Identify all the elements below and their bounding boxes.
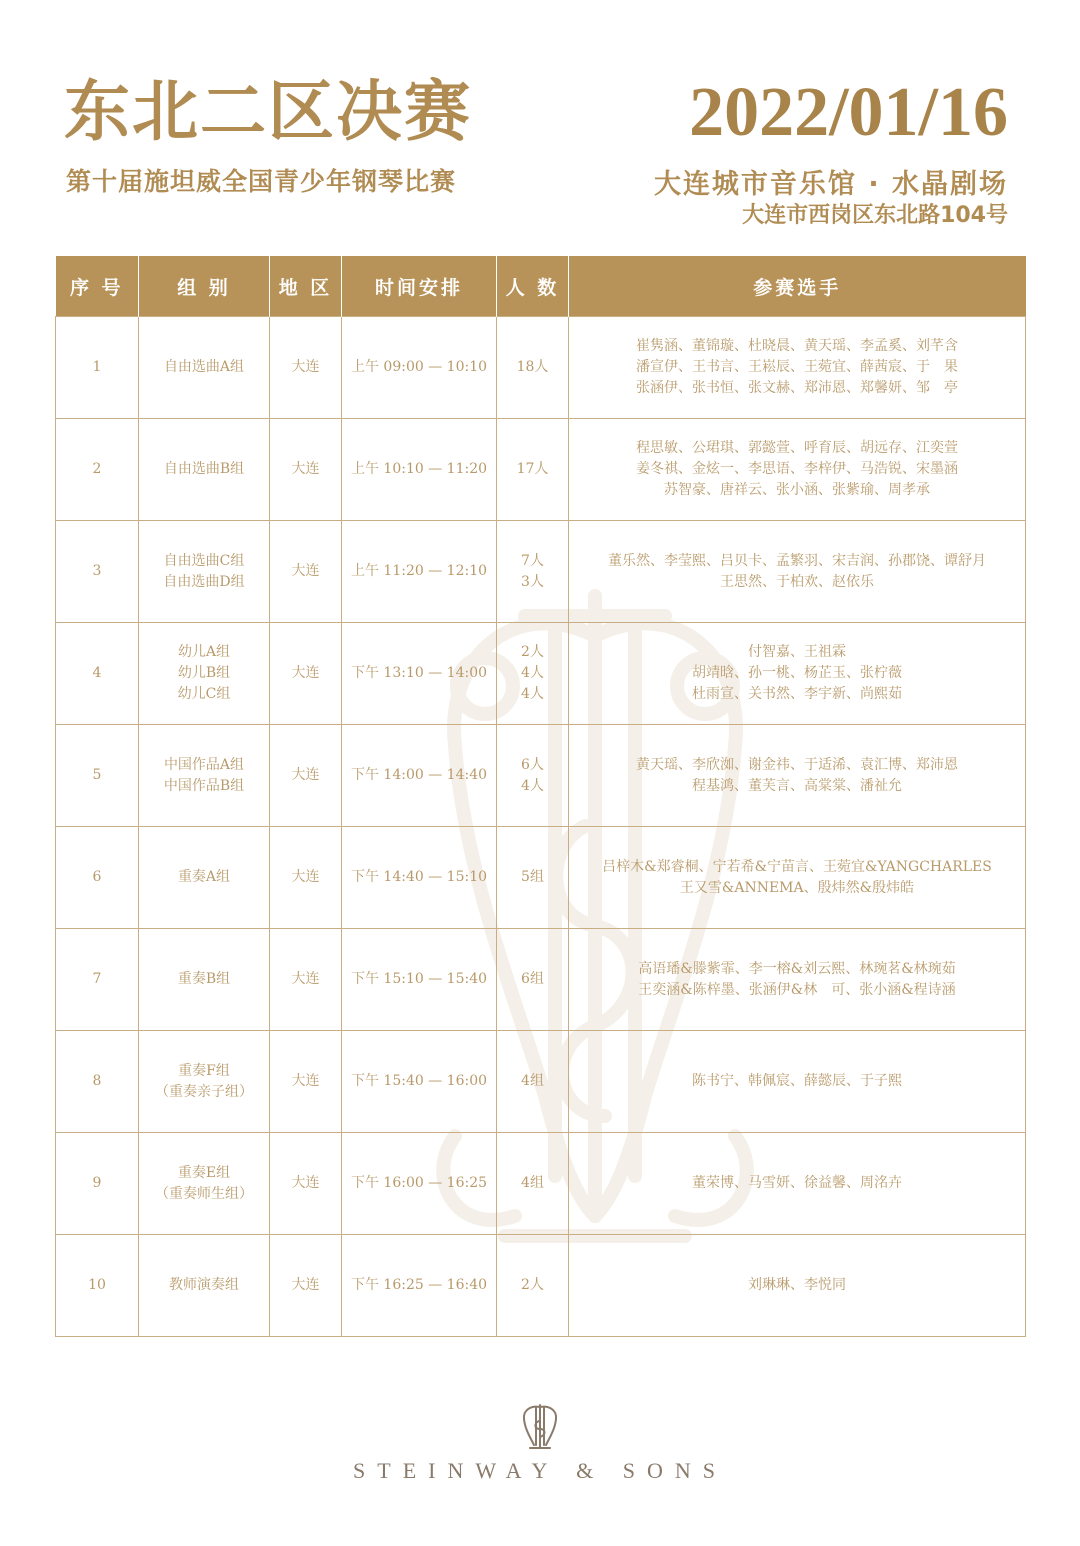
event-title: 东北二区决赛 <box>64 72 472 150</box>
cell-time <box>342 929 497 1031</box>
cell-group-line: 中国作品B组 <box>163 777 245 794</box>
cell-count <box>497 1235 569 1337</box>
table-row <box>56 623 1026 725</box>
cell-time <box>342 521 497 623</box>
cell-players-line: 黄天瑶、李欣洳、谢金祎、于适浠、袁汇博、郑沛恩 <box>636 756 958 773</box>
cell-region-line: 大连 <box>291 563 320 579</box>
cell-count-line: 3人 <box>521 573 544 590</box>
cell-count-line: 17人 <box>516 461 549 477</box>
cell-count <box>497 317 569 419</box>
cell-region-line: 大连 <box>291 1175 320 1191</box>
cell-group <box>139 419 270 521</box>
cell-players <box>569 929 1026 1031</box>
cell-group-line: 幼儿B组 <box>177 665 231 681</box>
cell-players-line: 胡靖晗、孙一桃、杨芷玉、张柠薇 <box>692 665 902 681</box>
cell-count-line: 4组 <box>521 1175 544 1191</box>
table-row <box>56 929 1026 1031</box>
cell-count <box>497 725 569 827</box>
cell-group-line: 重奏B组 <box>177 971 231 987</box>
cell-time <box>342 1133 497 1235</box>
cell-time-line: 上午 10:10 — 11:20 <box>350 461 488 477</box>
cell-players-line: 高语璠&滕紫霏、李一榕&刘云熙、林琬茗&林琬茹 <box>638 960 956 977</box>
cell-time-line: 下午 16:25 — 16:40 <box>350 1277 488 1293</box>
cell-group-line: 自由选曲B组 <box>163 461 245 477</box>
cell-players-line: 付智嘉、王祖霖 <box>748 644 846 660</box>
cell-count <box>497 419 569 521</box>
cell-time-line: 下午 15:10 — 15:40 <box>350 971 488 987</box>
cell-time <box>342 317 497 419</box>
table-row <box>56 827 1026 929</box>
cell-no <box>56 623 139 725</box>
cell-group <box>139 827 270 929</box>
cell-time-line: 上午 09:00 — 10:10 <box>350 359 488 375</box>
cell-group <box>139 521 270 623</box>
cell-players <box>569 725 1026 827</box>
cell-time-line: 下午 16:00 — 16:25 <box>350 1175 488 1191</box>
cell-region-line: 大连 <box>291 1073 320 1089</box>
cell-time-line: 下午 14:00 — 14:40 <box>350 767 488 783</box>
event-subtitle: 第十届施坦威全国青少年钢琴比赛 <box>66 167 457 196</box>
cell-no-line: 5 <box>92 767 102 783</box>
cell-players-line: 刘琳琳、李悦同 <box>748 1277 846 1293</box>
cell-count <box>497 1133 569 1235</box>
cell-no-line: 9 <box>92 1175 102 1191</box>
cell-region <box>270 929 342 1031</box>
table-body <box>56 317 1026 1337</box>
cell-players-line: 王奕涵&陈梓墨、张涵伊&林 可、张小涵&程诗涵 <box>638 981 956 998</box>
table-row <box>56 1133 1026 1235</box>
cell-count-line: 2人 <box>521 1277 544 1293</box>
table-row <box>56 725 1026 827</box>
cell-group-line: （重奏师生组） <box>155 1185 253 1202</box>
cell-players-line: 崔隽涵、董锦璇、杜晓晨、黄天瑶、李孟奚、刘芊含 <box>636 338 958 354</box>
cell-group-line: 中国作品A组 <box>163 756 245 773</box>
column-header-count: 人 数 <box>497 256 569 317</box>
cell-no-line: 8 <box>92 1073 102 1089</box>
cell-players-line: 苏智豪、唐祥云、张小涵、张紫瑜、周孝承 <box>664 482 930 498</box>
event-venue: 大连城市音乐馆 · 水晶剧场 <box>653 169 1008 200</box>
cell-region <box>270 623 342 725</box>
cell-players-line: 程基鸿、董芙言、高棠棠、潘祉允 <box>692 777 902 794</box>
cell-players-line: 王思然、于柏欢、赵依乐 <box>720 573 874 590</box>
cell-group <box>139 1235 270 1337</box>
cell-no-line: 2 <box>92 461 102 477</box>
cell-count <box>497 929 569 1031</box>
cell-region <box>270 1031 342 1133</box>
cell-players-line: 程思敏、公珺琪、郭懿萱、呼育辰、胡远存、江奕萱 <box>636 440 958 456</box>
cell-players-line: 潘宣伊、王书言、王崧辰、王菀宜、薛茜宸、于 果 <box>636 359 958 375</box>
cell-players-line: 张涵伊、张书恒、张文赫、郑沛恩、郑馨妍、邹 亭 <box>636 380 958 396</box>
cell-group-line: 重奏A组 <box>177 869 231 885</box>
cell-time <box>342 725 497 827</box>
column-header-group: 组 别 <box>139 256 270 317</box>
table-row <box>56 419 1026 521</box>
cell-time <box>342 623 497 725</box>
cell-players <box>569 1235 1026 1337</box>
cell-count <box>497 623 569 725</box>
column-header-region: 地 区 <box>270 256 342 317</box>
cell-count-line: 5组 <box>521 869 544 885</box>
cell-time <box>342 1235 497 1337</box>
table-row <box>56 1031 1026 1133</box>
cell-count-line: 18人 <box>516 359 549 375</box>
cell-region <box>270 419 342 521</box>
cell-no <box>56 1235 139 1337</box>
cell-no <box>56 827 139 929</box>
cell-players-line: 姜冬祺、金炫一、李思语、李梓伊、马浩锐、宋墨涵 <box>636 461 958 477</box>
event-address: 大连市西岗区东北路104号 <box>742 203 1008 228</box>
cell-region-line: 大连 <box>291 971 320 987</box>
cell-group-line: 自由选曲D组 <box>163 573 245 590</box>
cell-count <box>497 1031 569 1133</box>
cell-players <box>569 1133 1026 1235</box>
cell-players-line: 王又雪&ANNEMA、殷炜然&殷炜皓 <box>679 879 915 896</box>
column-header-time: 时间安排 <box>342 256 497 317</box>
table-header-row <box>56 256 1026 317</box>
cell-region <box>270 521 342 623</box>
cell-time-line: 上午 11:20 — 12:10 <box>350 563 488 579</box>
cell-region-line: 大连 <box>291 665 320 681</box>
cell-players-line: 杜雨宣、关书然、李宇新、尚熙茹 <box>692 686 902 702</box>
cell-players <box>569 827 1026 929</box>
cell-time <box>342 1031 497 1133</box>
cell-players <box>569 419 1026 521</box>
cell-group-line: 重奏E组 <box>177 1164 231 1181</box>
cell-region-line: 大连 <box>291 869 320 885</box>
cell-players <box>569 317 1026 419</box>
cell-count <box>497 827 569 929</box>
cell-group-line: （重奏亲子组） <box>155 1083 253 1100</box>
cell-group-line: 教师演奏组 <box>169 1277 239 1293</box>
cell-no <box>56 929 139 1031</box>
cell-no <box>56 725 139 827</box>
cell-region <box>270 1133 342 1235</box>
cell-players-line: 陈书宁、韩佩宸、薛懿辰、于子熙 <box>692 1073 902 1089</box>
cell-time-line: 下午 13:10 — 14:00 <box>350 665 488 681</box>
brand-wordmark: STEINWAY & SONS <box>353 1458 727 1483</box>
cell-players-line: 董乐然、李莹熙、吕贝卡、孟繁羽、宋吉润、孙郡饶、谭舒月 <box>608 552 986 569</box>
cell-no-line: 1 <box>92 359 102 375</box>
cell-count-line: 6人 <box>521 756 544 773</box>
cell-group-line: 自由选曲C组 <box>163 552 245 569</box>
cell-group <box>139 1031 270 1133</box>
cell-group <box>139 317 270 419</box>
cell-players <box>569 1031 1026 1133</box>
cell-group <box>139 725 270 827</box>
cell-count-line: 4人 <box>521 665 544 681</box>
cell-region <box>270 317 342 419</box>
cell-group <box>139 1133 270 1235</box>
event-date: 2022/01/16 <box>689 74 1008 151</box>
cell-count-line: 7人 <box>521 552 544 569</box>
cell-group-line: 幼儿A组 <box>177 644 231 660</box>
cell-no-line: 3 <box>92 563 102 579</box>
cell-time <box>342 827 497 929</box>
table-row <box>56 1235 1026 1337</box>
cell-time <box>342 419 497 521</box>
cell-region <box>270 725 342 827</box>
cell-no-line: 7 <box>92 971 102 987</box>
cell-players <box>569 521 1026 623</box>
cell-no <box>56 317 139 419</box>
cell-no <box>56 1133 139 1235</box>
steinway-lyre-icon <box>518 1403 562 1451</box>
cell-group-line: 重奏F组 <box>178 1062 230 1079</box>
table-row <box>56 521 1026 623</box>
cell-region <box>270 1235 342 1337</box>
cell-count-line: 4组 <box>521 1073 544 1089</box>
cell-group <box>139 623 270 725</box>
cell-no <box>56 521 139 623</box>
column-header-no: 序 号 <box>56 256 139 317</box>
schedule-table-container <box>55 256 1025 1337</box>
cell-count-line: 6组 <box>521 971 544 987</box>
schedule-table <box>55 256 1026 1337</box>
cell-region <box>270 827 342 929</box>
cell-region-line: 大连 <box>291 767 320 783</box>
cell-count-line: 4人 <box>521 686 544 702</box>
cell-no-line: 4 <box>92 665 102 681</box>
cell-count <box>497 521 569 623</box>
cell-no-line: 6 <box>92 869 102 885</box>
cell-count-line: 4人 <box>521 777 544 794</box>
cell-no <box>56 1031 139 1133</box>
cell-region-line: 大连 <box>291 1277 320 1293</box>
cell-players-line: 董荣博、马雪妍、徐益馨、周洺卉 <box>692 1175 902 1191</box>
cell-no <box>56 419 139 521</box>
cell-group-line: 自由选曲A组 <box>163 359 245 375</box>
cell-no-line: 10 <box>88 1277 106 1293</box>
column-header-players: 参赛选手 <box>569 256 1026 317</box>
cell-count-line: 2人 <box>521 644 544 660</box>
cell-players-line: 吕梓木&郑睿桐、宁若希&宁苗言、王菀宜&YANGCHARLES <box>602 858 992 875</box>
cell-time-line: 下午 14:40 — 15:10 <box>350 869 488 885</box>
cell-time-line: 下午 15:40 — 16:00 <box>350 1073 488 1089</box>
cell-group <box>139 929 270 1031</box>
cell-players <box>569 623 1026 725</box>
cell-region-line: 大连 <box>291 359 320 375</box>
table-row <box>56 317 1026 419</box>
cell-region-line: 大连 <box>291 461 320 477</box>
cell-group-line: 幼儿C组 <box>177 686 231 702</box>
